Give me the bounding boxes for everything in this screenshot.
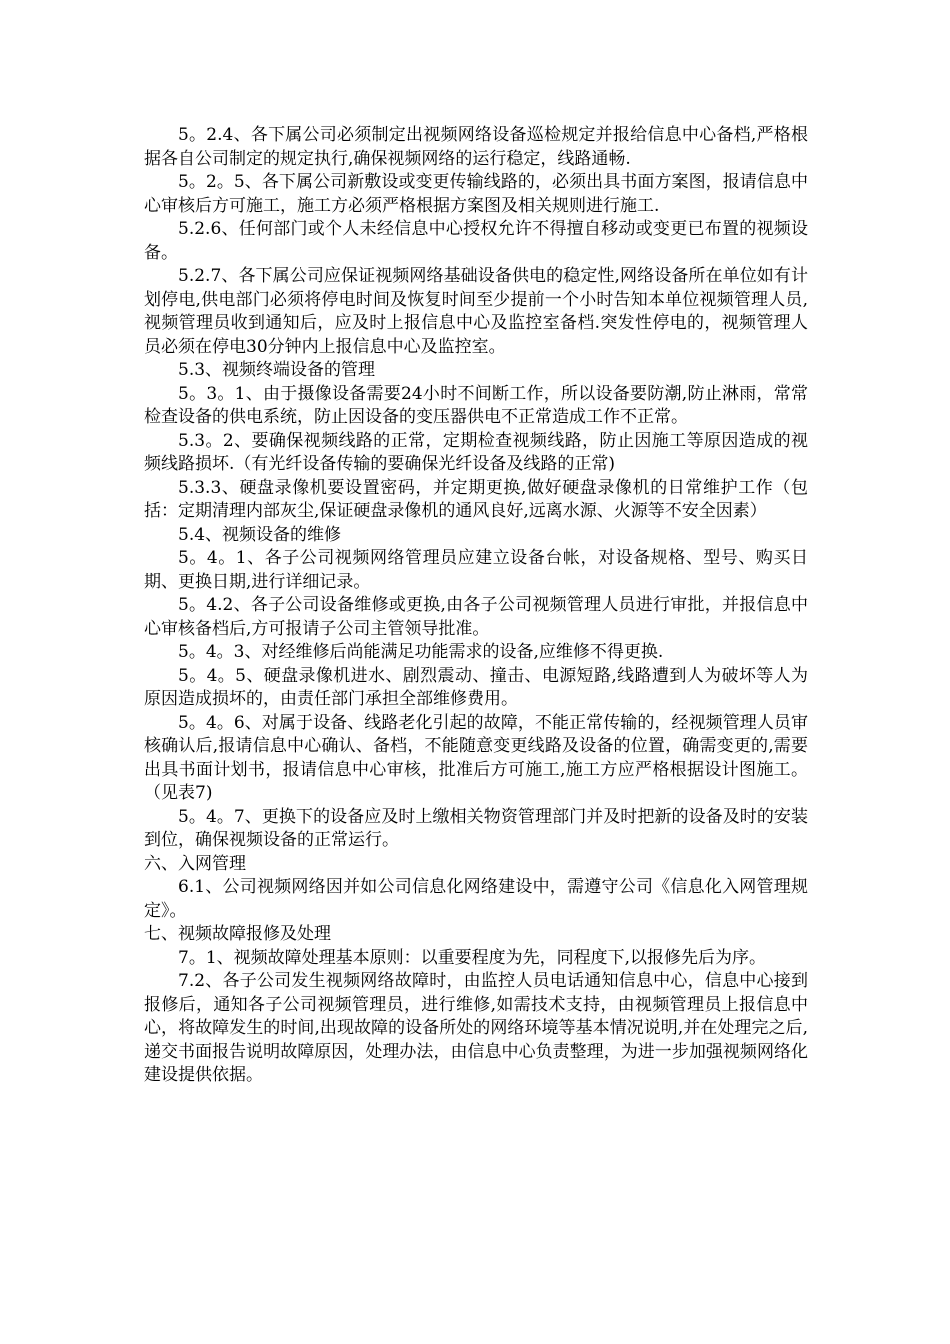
clause-5-4-7: 5。4。7、更换下的设备应及时上缴相关物资管理部门并及时把新的设备及时的安装到位，确保视频设备的正常运行。 — [144, 806, 808, 850]
clause-5-4-3: 5。4。3、对经维修后尚能满足功能需求的设备,应维修不得更换. — [178, 642, 664, 662]
chapter-6-heading: 六、入网管理 — [144, 853, 246, 874]
clause-5-3-1: 5。3。1、由于摄像设备需要24小时不间断工作，所以设备要防潮,防止淋雨，常常检查设备的供电系统，防止因设备的变压器供电不正常造成工作不正常。 — [144, 383, 808, 427]
section-5-4-heading: 5.4、视频设备的维修 — [178, 524, 342, 545]
section-5-3-heading: 5.3、视频终端设备的管理 — [178, 360, 376, 380]
clause-5-4-6: 5。4。6、对属于设备、线路老化引起的故障，不能正常传输的，经视频管理人员审核确认后,报请信息中心确认、备档，不能随意变更线路及设备的位置，确需变更的,需要出具书面计划书，报请信息中心审核，批准后方可施工,施工方应严格根据设计图施工。（见表7) — [144, 712, 808, 803]
clause-7-1: 7。1、视频故障处理基本原则：以重要程度为先，同程度下,以报修先后为序。 — [178, 947, 767, 968]
clause-5-4-1: 5。4。1、各子公司视频网络管理员应建立设备台帐，对设备规格、型号、购买日期、更换日期,进行详细记录。 — [144, 548, 808, 592]
clause-5-4-2: 5。4.2、各子公司设备维修或更换,由各子公司视频管理人员进行审批，并报信息中心审核备档后,方可报请子公司主管领导批准。 — [144, 595, 808, 639]
clause-5-2-5: 5。2。5、各下属公司新敷设或变更传输线路的，必须出具书面方案图，报请信息中心审核后方可施工，施工方必须严格根据方案图及相关规则进行施工. — [144, 172, 808, 216]
chapter-7-heading: 七、视频故障报修及处理 — [144, 924, 331, 944]
clause-5-2-4: 5。2.4、各下属公司必须制定出视频网络设备巡检规定并报给信息中心备档,严格根据各自公司制定的规定执行,确保视频网络的运行稳定，线路通畅. — [144, 125, 808, 169]
clause-5-2-6: 5.2.6、任何部门或个人未经信息中心授权允许不得擅自移动或变更已布置的视频设备。 — [144, 219, 808, 263]
clause-6-1: 6.1、公司视频网络因并如公司信息化网络建设中，需遵守公司《信息化入网管理规定》。 — [144, 877, 808, 921]
clause-5-3-3: 5.3.3、硬盘录像机要设置密码，并定期更换,做好硬盘录像机的日常维护工作（包括：定期清理内部灰尘,保证硬盘录像机的通风良好,远离水源、火源等不安全因素） — [144, 477, 808, 521]
clause-5-3-2: 5.3。2、要确保视频线路的正常，定期检查视频线路，防止因施工等原因造成的视频线路损坏.（有光纤设备传输的要确保光纤设备及线路的正常) — [144, 430, 808, 474]
clause-5-4-5: 5。4。5、硬盘录像机进水、剧烈震动、撞击、电源短路,线路遭到人为破坏等人为原因造成损坏的，由责任部门承担全部维修费用。 — [144, 665, 808, 709]
clause-5-2-7: 5.2.7、各下属公司应保证视频网络基础设备供电的稳定性,网络设备所在单位如有计划停电,供电部门必须将停电时间及恢复时间至少提前一个小时告知本单位视频管理人员,视频管理员收到通知后，应及时上报信息中心及监控室备档.突发性停电的，视频管理人员必须在停电30分钟内上报信息中心及监控室。 — [144, 266, 808, 357]
clause-7-2: 7.2、各子公司发生视频网络故障时，由监控人员电话通知信息中心，信息中心接到报修后，通知各子公司视频管理员，进行维修,如需技术支持，由视频管理员上报信息中心，将故障发生的时间,出现故障的设备所处的网络环境等基本情况说明,并在处理完之后,递交书面报告说明故障原因，处理办法，由信息中心负责整理，为进一步加强视频网络化建设提供依据。 — [144, 971, 808, 1085]
document-body — [144, 124, 808, 1088]
